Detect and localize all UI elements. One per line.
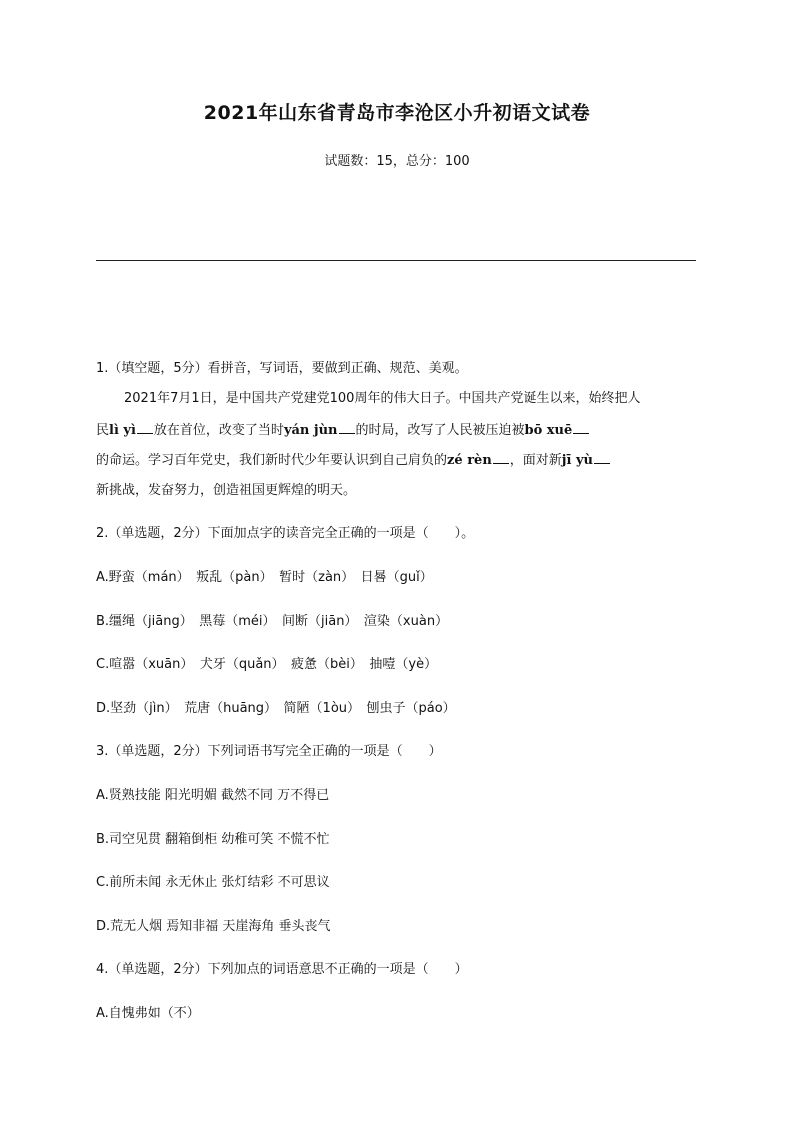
q3-option-c[interactable]: C.前所未闻 永无休止 张灯结彩 不可思议 <box>96 875 330 890</box>
q1-l3-text-b: ，面对新 <box>509 453 562 468</box>
q4-header: 4.（单选题，2分）下列加点的词语意思不正确的一项是（ ） <box>96 962 468 977</box>
q1-pinyin-boxue: bō xuē <box>524 423 573 438</box>
q1-blank-4[interactable] <box>493 451 509 464</box>
q2-option-a[interactable]: A.野蛮（mán） 叛乱（pàn） 暂时（zàn） 日晷（guǐ） <box>96 570 433 585</box>
q1-pinyin-yanjun: yán jùn <box>283 423 338 438</box>
q1-pinyin-liyi: lì yì <box>109 423 136 438</box>
q3-header: 3.（单选题，2分）下列词语书写完全正确的一项是（ ） <box>96 744 442 759</box>
q3-option-b[interactable]: B.司空见贯 翻箱倒柜 幼稚可笑 不慌不忙 <box>96 832 330 847</box>
q1-blank-3[interactable] <box>573 421 589 434</box>
q4-option-a[interactable]: A.自愧弗如（不） <box>96 1006 200 1021</box>
q1-pinyin-zeren: zé rèn <box>447 453 492 468</box>
q2-header: 2.（单选题，2分）下面加点字的读音完全正确的一项是（ ）。 <box>96 526 475 541</box>
exam-title: 2021年山东省青岛市李沧区小升初语文试卷 <box>203 102 591 124</box>
q1-l2-text-b: 放在首位，改变了当时 <box>153 423 284 438</box>
q1-blank-2[interactable] <box>339 421 355 434</box>
q1-line-4: 新挑战，发奋努力，创造祖国更辉煌的明天。 <box>96 483 357 498</box>
q3-option-d[interactable]: D.荒无人烟 焉知非福 天崖海角 垂头丧气 <box>96 919 331 934</box>
q2-option-c[interactable]: C.喧嚣（xuān） 犬牙（quǎn） 疲惫（bèi） 抽噎（yè） <box>96 657 438 672</box>
q1-l3-text-a: 的命运。学习百年党史，我们新时代少年要认识到自己肩负的 <box>96 453 448 468</box>
q2-option-b[interactable]: B.缰绳（jiāng） 黑莓（méi） 间断（jiān） 渲染（xuàn） <box>96 614 449 629</box>
q1-blank-1[interactable] <box>137 421 153 434</box>
q1-header: 1.（填空题，5分）看拼音，写词语，要做到正确、规范、美观。 <box>96 361 468 376</box>
header-divider <box>96 260 696 261</box>
q1-l2-text-a: 民 <box>96 423 110 438</box>
q3-option-a[interactable]: A.贤熟技能 阳光明媚 截然不同 万不得已 <box>96 788 330 803</box>
exam-subtitle: 试题数：15，总分：100 <box>324 154 470 169</box>
q2-option-d[interactable]: D.坚劲（jìn） 荒唐（huāng） 简陋（1òu） 刨虫子（páo） <box>96 701 456 716</box>
q1-l2-text-c: 的时局，改写了人民被压迫被 <box>355 423 525 438</box>
q1-line-2 <box>96 421 706 440</box>
q1-line-3 <box>96 451 706 470</box>
q1-line-1: 2021年7月1日，是中国共产党建党100周年的伟大日子。中国共产党诞生以来，始终把人 <box>124 391 641 406</box>
q1-blank-5[interactable] <box>594 451 610 464</box>
q1-pinyin-jiyu: jī yù <box>561 453 593 468</box>
